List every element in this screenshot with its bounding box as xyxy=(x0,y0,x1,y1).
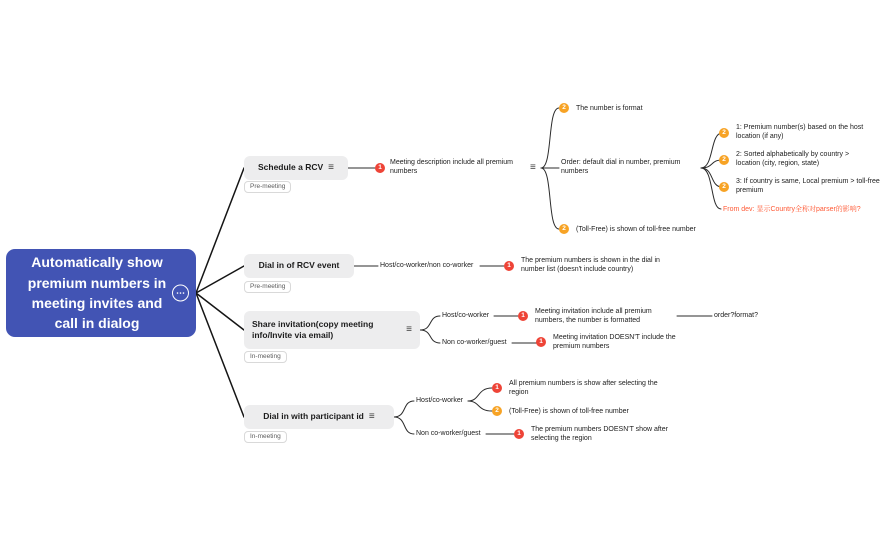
tag-pre-meeting: Pre-meeting xyxy=(244,181,291,193)
notes-icon[interactable]: ≡ xyxy=(406,324,412,335)
node-host-coworker[interactable]: Host/co-worker xyxy=(416,397,464,404)
priority-1-icon: 1 xyxy=(536,337,546,347)
node-order-rule-2[interactable]: 2: Sorted alphabetically by country > location (city, region, state) xyxy=(736,151,850,168)
node-number-format[interactable]: The number is format xyxy=(576,105,643,112)
notes-icon[interactable]: ≡ xyxy=(530,162,536,173)
topic-dial-in-participant-id[interactable] xyxy=(244,405,394,429)
node-dev-question[interactable]: From dev: 显示Country全称对parser的影响? xyxy=(723,206,861,213)
notes-icon[interactable]: ≡ xyxy=(328,162,335,173)
node-non-coworker-guest[interactable]: Non co-worker/guest xyxy=(416,430,481,437)
node-order-rule-3[interactable]: 3: If country is same, Local premium > toll-free premium xyxy=(736,178,880,195)
node-host-coworker[interactable]: Host/co-worker xyxy=(442,312,490,319)
node-order-format-question[interactable]: order?format? xyxy=(714,312,758,319)
priority-2-icon: 2 xyxy=(719,128,729,138)
tag-in-meeting: In-meeting xyxy=(244,351,287,363)
node-premium-shown-dialin[interactable]: The premium numbers is shown in the dial in number list (doesn't include country) xyxy=(521,257,660,274)
node-all-premium-show[interactable]: All premium numbers is show after selecting the region xyxy=(509,380,658,397)
topic-schedule-rcv[interactable] xyxy=(244,156,348,180)
node-host-coworker-non[interactable]: Host/co-worker/non co-worker xyxy=(380,262,474,269)
node-tollfree-shown[interactable]: (Toll-Free) is shown of toll-free number xyxy=(576,226,696,233)
root-topic[interactable] xyxy=(6,249,196,337)
priority-2-icon: 2 xyxy=(719,182,729,192)
node-non-coworker-guest[interactable]: Non co-worker/guest xyxy=(442,339,507,346)
root-topic-title: Automatically show premium numbers in meeting invites and call in dialog xyxy=(27,254,167,332)
tag-pre-meeting: Pre-meeting xyxy=(244,281,291,293)
node-tollfree-shown[interactable]: (Toll-Free) is shown of toll-free number xyxy=(509,408,629,415)
topic-dial-in-rcv-event-label: Dial in of RCV event xyxy=(258,260,340,271)
priority-2-icon: 2 xyxy=(559,224,569,234)
node-invitation-doesnt-include[interactable]: Meeting invitation DOESN'T include the premium numbers xyxy=(553,334,676,351)
node-premium-doesnt-show[interactable]: The premium numbers DOESN'T show after selecting the region xyxy=(531,426,668,443)
more-ellipsis-icon[interactable]: ⋯ xyxy=(172,285,189,302)
priority-2-icon: 2 xyxy=(559,103,569,113)
tag-in-meeting: In-meeting xyxy=(244,431,287,443)
topic-share-invitation-label: Share invitation(copy meeting info/Invite via email) xyxy=(252,318,374,340)
notes-icon[interactable]: ≡ xyxy=(368,411,375,422)
node-meeting-description[interactable]: Meeting description include all premium numbers xyxy=(390,159,513,176)
priority-1-icon: 1 xyxy=(492,383,502,393)
topic-share-invitation[interactable] xyxy=(244,311,420,349)
priority-2-icon: 2 xyxy=(719,155,729,165)
node-order-rule-1[interactable]: 1: Premium number(s) based on the host location (if any) xyxy=(736,124,864,141)
priority-2-icon: 2 xyxy=(492,406,502,416)
priority-1-icon: 1 xyxy=(504,261,514,271)
node-invitation-includes[interactable]: Meeting invitation include all premium numbers, the number is formatted xyxy=(535,308,652,325)
topic-dial-in-participant-id-label: Dial in with participant id xyxy=(263,411,364,422)
topic-schedule-rcv-label: Schedule a RCV xyxy=(257,162,324,173)
topic-dial-in-rcv-event[interactable] xyxy=(244,254,354,278)
node-order-default[interactable]: Order: default dial in number, premium numbers xyxy=(561,159,681,176)
priority-1-icon: 1 xyxy=(375,163,385,173)
priority-1-icon: 1 xyxy=(518,311,528,321)
priority-1-icon: 1 xyxy=(514,429,524,439)
